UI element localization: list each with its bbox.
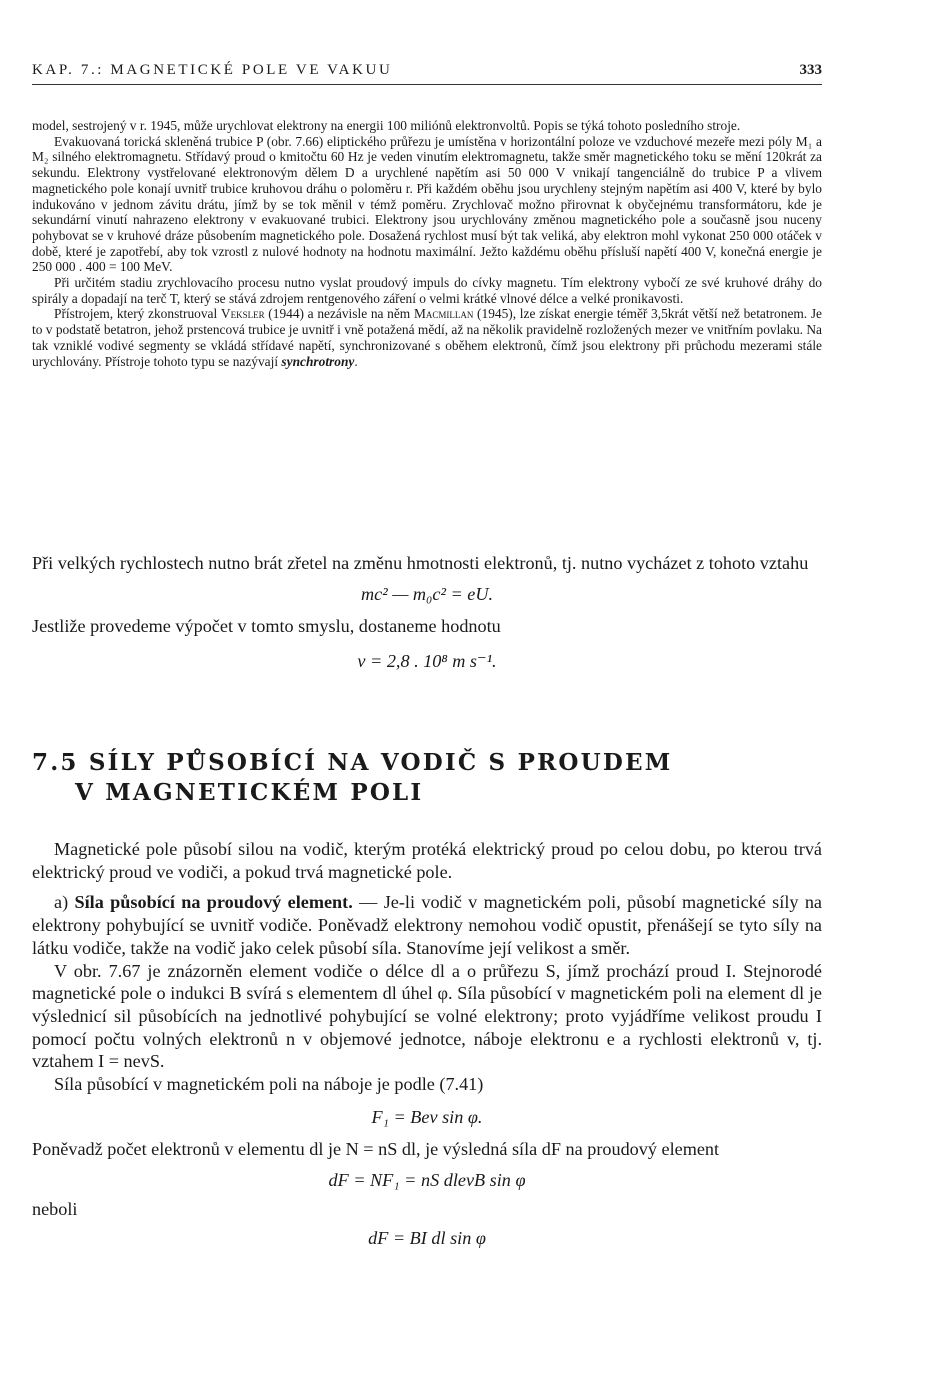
text-span: a): [54, 892, 75, 913]
text-span: — Je-li vodič v magnetickém poli, působí magnetické síly na elektrony pohybující se uvnitř vodiče. Poněvadž elektrony nemohou vodič opustit, přenášejí se tyto síly na látku vodiče, takže na vodič jako celek působí síla. Stanovíme její velikost a směr.: [32, 892, 822, 958]
author-name: Macmillan: [413, 306, 474, 322]
paragraph: Jestliže provedeme výpočet v tomto smyslu, dostaneme hodnotu: [32, 616, 501, 637]
text-span: Přístrojem, který zkonstruoval: [54, 306, 221, 322]
paragraph: neboli: [32, 1198, 78, 1219]
paragraph: [32, 891, 822, 959]
text-span: (1945), lze získat energie téměř 3,5krát větší než betatronem. Je to v podstatě betatron, jehož prstencová trubice je uvnitř i vně potažená mědí, až na několik pravidelně rozložených mezer ve vnitřním povlaku. Na tak vzniklé vodivé segmenty se vkládá střídavé napětí, synchronizované s oběhem elektronů, čímž jsou elektrony při průchodu mezerami stále urychlovány. Přístroje tohoto typu se nazývají: [32, 306, 822, 369]
mass-correction-text: [32, 552, 822, 673]
paragraph: [32, 306, 822, 369]
equation: F₁ = Bev sin φ.: [371, 1106, 483, 1127]
author-name: Veksler: [220, 306, 265, 322]
text-span: .: [354, 353, 358, 369]
paragraph: Poněvadž počet elektronů v elementu dl je N = nS dl, je výsledná síla dF na proudový element: [32, 1139, 720, 1160]
running-header: [32, 60, 822, 85]
subsection-title: Síla působící na proudový element.: [74, 892, 353, 913]
paragraph: Při určitém stadiu zrychlovacího procesu nutno vyslat proudový impuls do cívky magnetu. Tím elektrony vybočí ze své kruhové dráhy do spirály a dopadají na terč T, který se stává zdrojem rentgenového záření o velmi krátké vlnové délce a velké pronikavosti.: [32, 275, 822, 306]
paragraph: Síla působící v magnetickém poli na náboje je podle (7.41): [54, 1074, 484, 1095]
equation: dF = BI dl sin φ: [368, 1227, 486, 1248]
paragraph: Magnetické pole působí silou na vodič, kterým protéká elektrický proud po celou dobu, po kterou trvá elektrický proud ve vodiči, a pokud trvá magnetické pole.: [32, 839, 822, 882]
paragraph: model, sestrojený v r. 1945, může urychlovat elektrony na energii 100 miliónů elektronvoltů. Popis se týká tohoto posledního stroje.: [32, 118, 741, 133]
section-heading: [32, 748, 822, 808]
equation: mc² — m₀c² = eU.: [360, 583, 494, 604]
paragraph: Evakuovaná torická skleněná trubice P (obr. 7.66) eliptického průřezu je umístěna v horizontální poloze ve vzduchové mezeře mezi póly M₁ a M₂ silného elektromagnetu. Střídavý proud o kmitočtu 60 Hz je veden vinutím elektromagnetu, takže směr magnetického toku se mění 120krát za sekundu. Elektrony vystřelované elektronovým dělem D a urychlené napětím asi 50 000 V vnikají tangenciálně do trubice P a vlivem magnetického pole konají uvnitř trubice kruhovou dráhu o poloměru r. Při každém oběhu jsou urychleny stejným napětím asi 400 V, které by bylo indukováno v jednom závitu drátu, jímž by se tok měnil v témž poměru. Zrychlovač možno přirovnat k obyčejnému transformátoru, kde je sekundární vinutí nahrazeno elektrony v evakuované trubici. Elektrony jsou urychlovány změnou magnetického pole a současně jsou nuceny pohybovat se v kruhové dráze působením magnetického pole. Dosažená rychlost musí být tak veliká, aby elektron mohl vykonat 250 000 otáček v době, které je zapotřebí, aby tok vzrostl z nulové hodnoty na hodnotu maximální. Ježto každému oběhu přísluší napětí 400 V, konečná energie je 250 000 . 400 = 100 MeV.: [32, 133, 822, 275]
page-number: 333: [799, 62, 822, 78]
equation: v = 2,8 . 10⁸ m s⁻¹.: [357, 651, 497, 672]
section-body: [32, 838, 822, 1249]
paragraph: V obr. 7.67 je znázorněn element vodiče o délce dl a o průřezu S, jímž prochází proud I. Stejnorodé magnetické pole o indukci B svírá s elementem dl úhel φ. Síla působící v magnetickém poli na element dl je výslednicí sil působících na jednotlivé pohybující se volné elektrony; proto vyjádříme velikost proudu I pomocí počtu volných elektronů n v objemové jednotce, náboje elektronu e a rychlosti elektronů v, tj. vztahem I = nevS.: [32, 960, 822, 1072]
heading-line: V MAGNETICKÉM POLI: [75, 779, 424, 806]
heading-line: 7.5 SÍLY PŮSOBÍCÍ NA VODIČ S PROUDEM: [32, 749, 673, 776]
paragraph: Při velkých rychlostech nutno brát zřetel na změnu hmotnosti elektronů, tj. nutno vycházet z tohoto vztahu: [32, 553, 809, 573]
text-span: (1944) a nezávisle na něm: [264, 306, 414, 322]
chapter-title: KAP. 7.: MAGNETICKÉ POLE VE VAKUU: [32, 62, 393, 78]
equation: dF = NF₁ = nS dlevB sin φ: [328, 1170, 526, 1191]
term: synchrotrony: [281, 353, 355, 369]
betatron-description: [32, 118, 822, 369]
